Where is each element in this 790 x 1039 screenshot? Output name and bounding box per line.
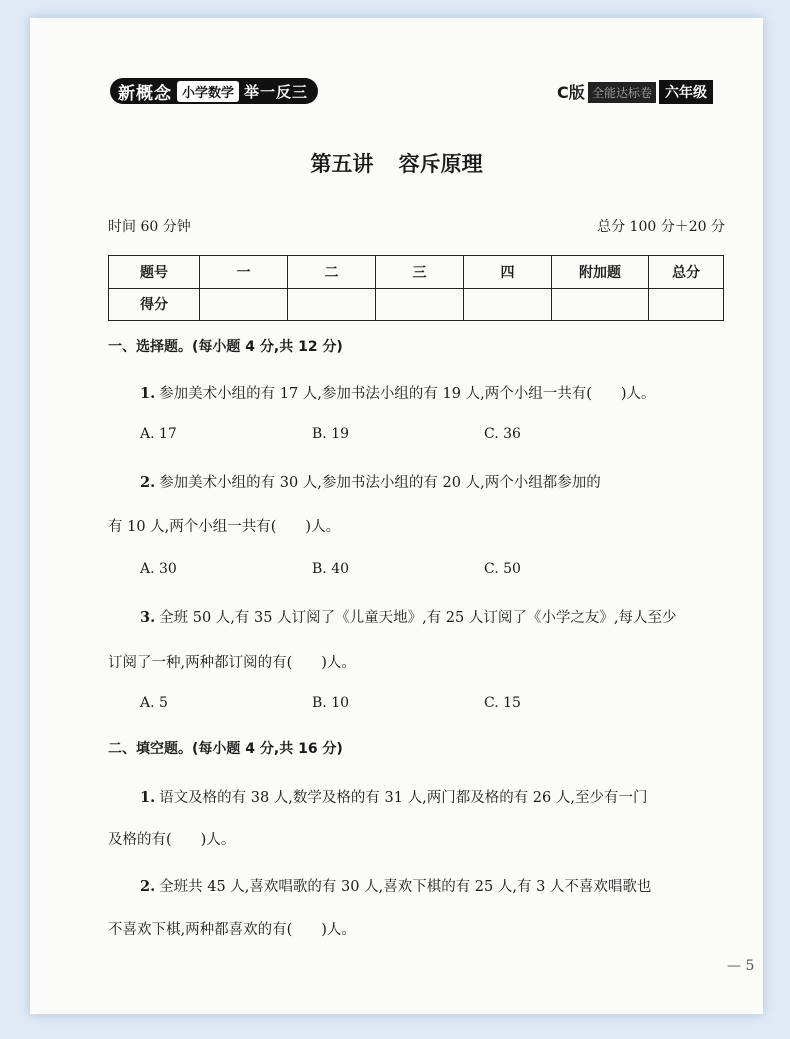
time-limit: 时间 60 分钟 [108,219,191,235]
brand-name: 新概念 [118,83,172,104]
question-line: 订阅了一种,两种都订阅的有( )人。 [108,655,356,671]
brand-series: 举一反三 [244,82,309,101]
section-title-choice: 一、选择题。(每小题 4 分,共 12 分) [108,339,343,355]
question-line: 全班共 45 人,喜欢唱歌的有 30 人,喜欢下棋的有 25 人,有 3 人不喜欢唱歌也 [159,879,652,895]
option-c[interactable]: C. 36 [484,426,521,442]
score-header-cell: 一 [200,256,288,289]
score-header-cell: 三 [376,256,464,289]
question-line: 不喜欢下棋,两种都喜欢的有( )人。 [108,922,356,938]
score-cell[interactable] [649,288,724,321]
exam-page [30,18,763,1014]
section-title-fill: 二、填空题。(每小题 4 分,共 16 分) [108,741,343,757]
total-score: 总分 100 分＋20 分 [597,219,725,235]
question-text [140,382,656,403]
score-row-label: 得分 [109,288,200,321]
option-b[interactable]: B. 10 [312,695,350,711]
score-header-cell: 附加题 [552,256,649,289]
option-c[interactable]: C. 15 [484,695,521,711]
score-table-score-row [109,288,724,321]
score-header-cell: 四 [464,256,552,289]
option-a[interactable]: A. 30 [140,561,177,577]
option-b[interactable]: B. 19 [312,426,350,442]
question-line: 有 10 人,两个小组一共有( )人。 [108,519,341,535]
option-a[interactable]: A. 5 [140,695,168,711]
question-line: 参加美术小组的有 30 人,参加书法小组的有 20 人,两个小组都参加的 [159,475,601,491]
score-header-cell: 总分 [649,256,724,289]
score-header-cell: 二 [288,256,376,289]
score-cell[interactable] [288,288,376,321]
edition-label: C版 [557,83,585,102]
option-a[interactable]: A. 17 [140,426,177,442]
score-cell[interactable] [552,288,649,321]
score-cell[interactable] [376,288,464,321]
question-number: 1. [140,385,156,402]
question-line: 全班 50 人,有 35 人订阅了《儿童天地》,有 25 人订阅了《小学之友》,每人至少 [159,610,677,626]
score-header-cell: 题号 [109,256,200,289]
page-title: 第五讲 容斥原理 [310,152,483,176]
series-tag: 全能达标卷 [588,82,656,103]
question-number: 3. [140,609,156,626]
question-number: 1. [140,789,156,806]
question-line: 及格的有( )人。 [108,832,236,848]
option-c[interactable]: C. 50 [484,561,521,577]
option-b[interactable]: B. 40 [312,561,350,577]
page-number: — 5 [727,958,755,974]
grade-tag: 六年级 [659,80,713,104]
question-text [140,875,651,896]
score-table [108,255,724,321]
question-number: 2. [140,878,156,895]
question-line: 语文及格的有 38 人,数学及格的有 31 人,两门都及格的有 26 人,至少有一门 [159,790,648,806]
question-line: 参加美术小组的有 17 人,参加书法小组的有 19 人,两个小组一共有( )人。 [159,386,656,402]
score-table-header-row [109,256,724,289]
score-cell[interactable] [464,288,552,321]
question-text [140,471,601,492]
question-text [140,786,647,807]
question-text [140,606,676,627]
brand-logo [110,78,318,104]
score-cell[interactable] [200,288,288,321]
brand-subject: 小学数学 [177,81,239,102]
question-number: 2. [140,474,156,491]
